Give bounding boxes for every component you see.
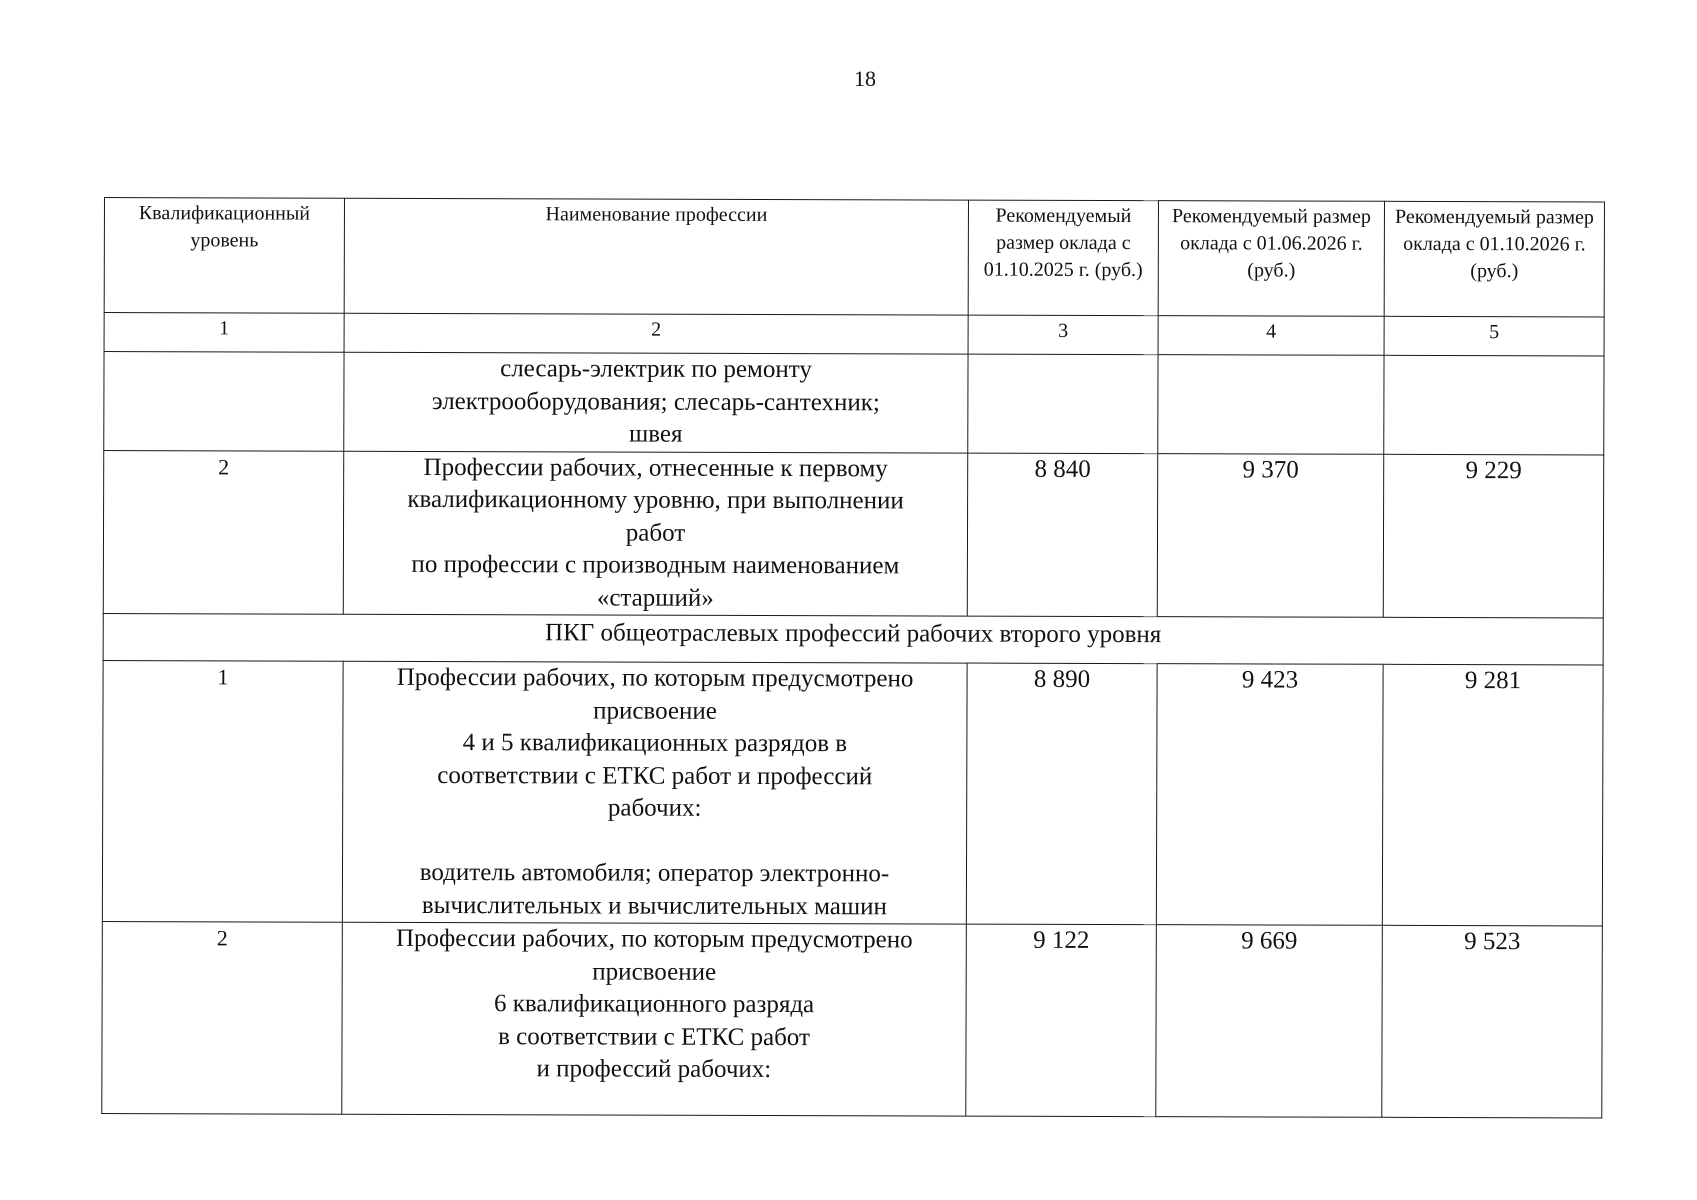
salary-cell: 9 229 (1383, 454, 1603, 618)
page-number: 18 (854, 66, 876, 91)
profession-cell: Профессии рабочих, по которым предусмотрено присвоение 4 и 5 квалификационных разрядов в соответствии с ЕТКС работ и профессий рабочих: водитель автомобиля; оператор электронно- вычислительных и вычислительных машин (342, 661, 967, 924)
salary-cell (1384, 355, 1604, 454)
table-row (102, 921, 1603, 1117)
salary-cell (968, 354, 1158, 453)
column-number: 3 (968, 315, 1158, 355)
salary-cell: 9 122 (966, 924, 1157, 1117)
header-profession-name: Наименование профессии (344, 198, 968, 315)
salary-table (101, 197, 1605, 1118)
profession-cell: Профессии рабочих, по которым предусмотрено присвоение 6 квалификационного разряда в соответствии с ЕТКС работ и профессий рабочих: (342, 922, 967, 1116)
salary-cell: 8 890 (966, 663, 1157, 925)
header-salary-2026-10: Рекомендуемый размер оклада с 01.10.2026 г. (руб.) (1384, 201, 1604, 317)
table-header-row (104, 198, 1604, 317)
header-salary-2026-06: Рекомендуемый размер оклада с 01.06.2026 г. (руб.) (1158, 201, 1384, 317)
table-row (103, 450, 1603, 618)
table-row (104, 352, 1604, 455)
salary-cell: 8 840 (967, 453, 1157, 617)
profession-cell: слесарь-электрик по ремонту электрооборудования; слесарь-сантехник; швея (344, 352, 968, 452)
level-cell (104, 352, 344, 451)
salary-cell: 9 370 (1157, 453, 1383, 617)
salary-cell: 9 669 (1156, 925, 1383, 1118)
salary-cell (1158, 355, 1384, 454)
group-title-row (103, 613, 1603, 664)
column-number: 2 (344, 313, 968, 354)
header-qualification-level: Квалификационный уровень (104, 198, 344, 314)
level-cell: 1 (102, 660, 343, 922)
level-cell: 2 (103, 450, 343, 614)
header-salary-2025-10: Рекомендуемый размер оклада с 01.10.2025 г. (руб.) (968, 200, 1158, 316)
profession-cell: Профессии рабочих, отнесенные к первому квалификационному уровню, при выполнении работ по профессии с производным наименованием «старший» (343, 451, 967, 616)
column-number: 4 (1158, 316, 1384, 356)
level-cell: 2 (102, 921, 343, 1114)
column-number: 1 (104, 313, 344, 353)
salary-cell: 9 423 (1156, 664, 1383, 926)
column-number: 5 (1384, 316, 1604, 356)
column-number-row (104, 313, 1604, 356)
salary-cell: 9 281 (1382, 664, 1603, 926)
table-row (102, 660, 1603, 925)
group-title: ПКГ общеотраслевых профессий рабочих второго уровня (103, 613, 1603, 664)
salary-cell: 9 523 (1382, 925, 1603, 1118)
